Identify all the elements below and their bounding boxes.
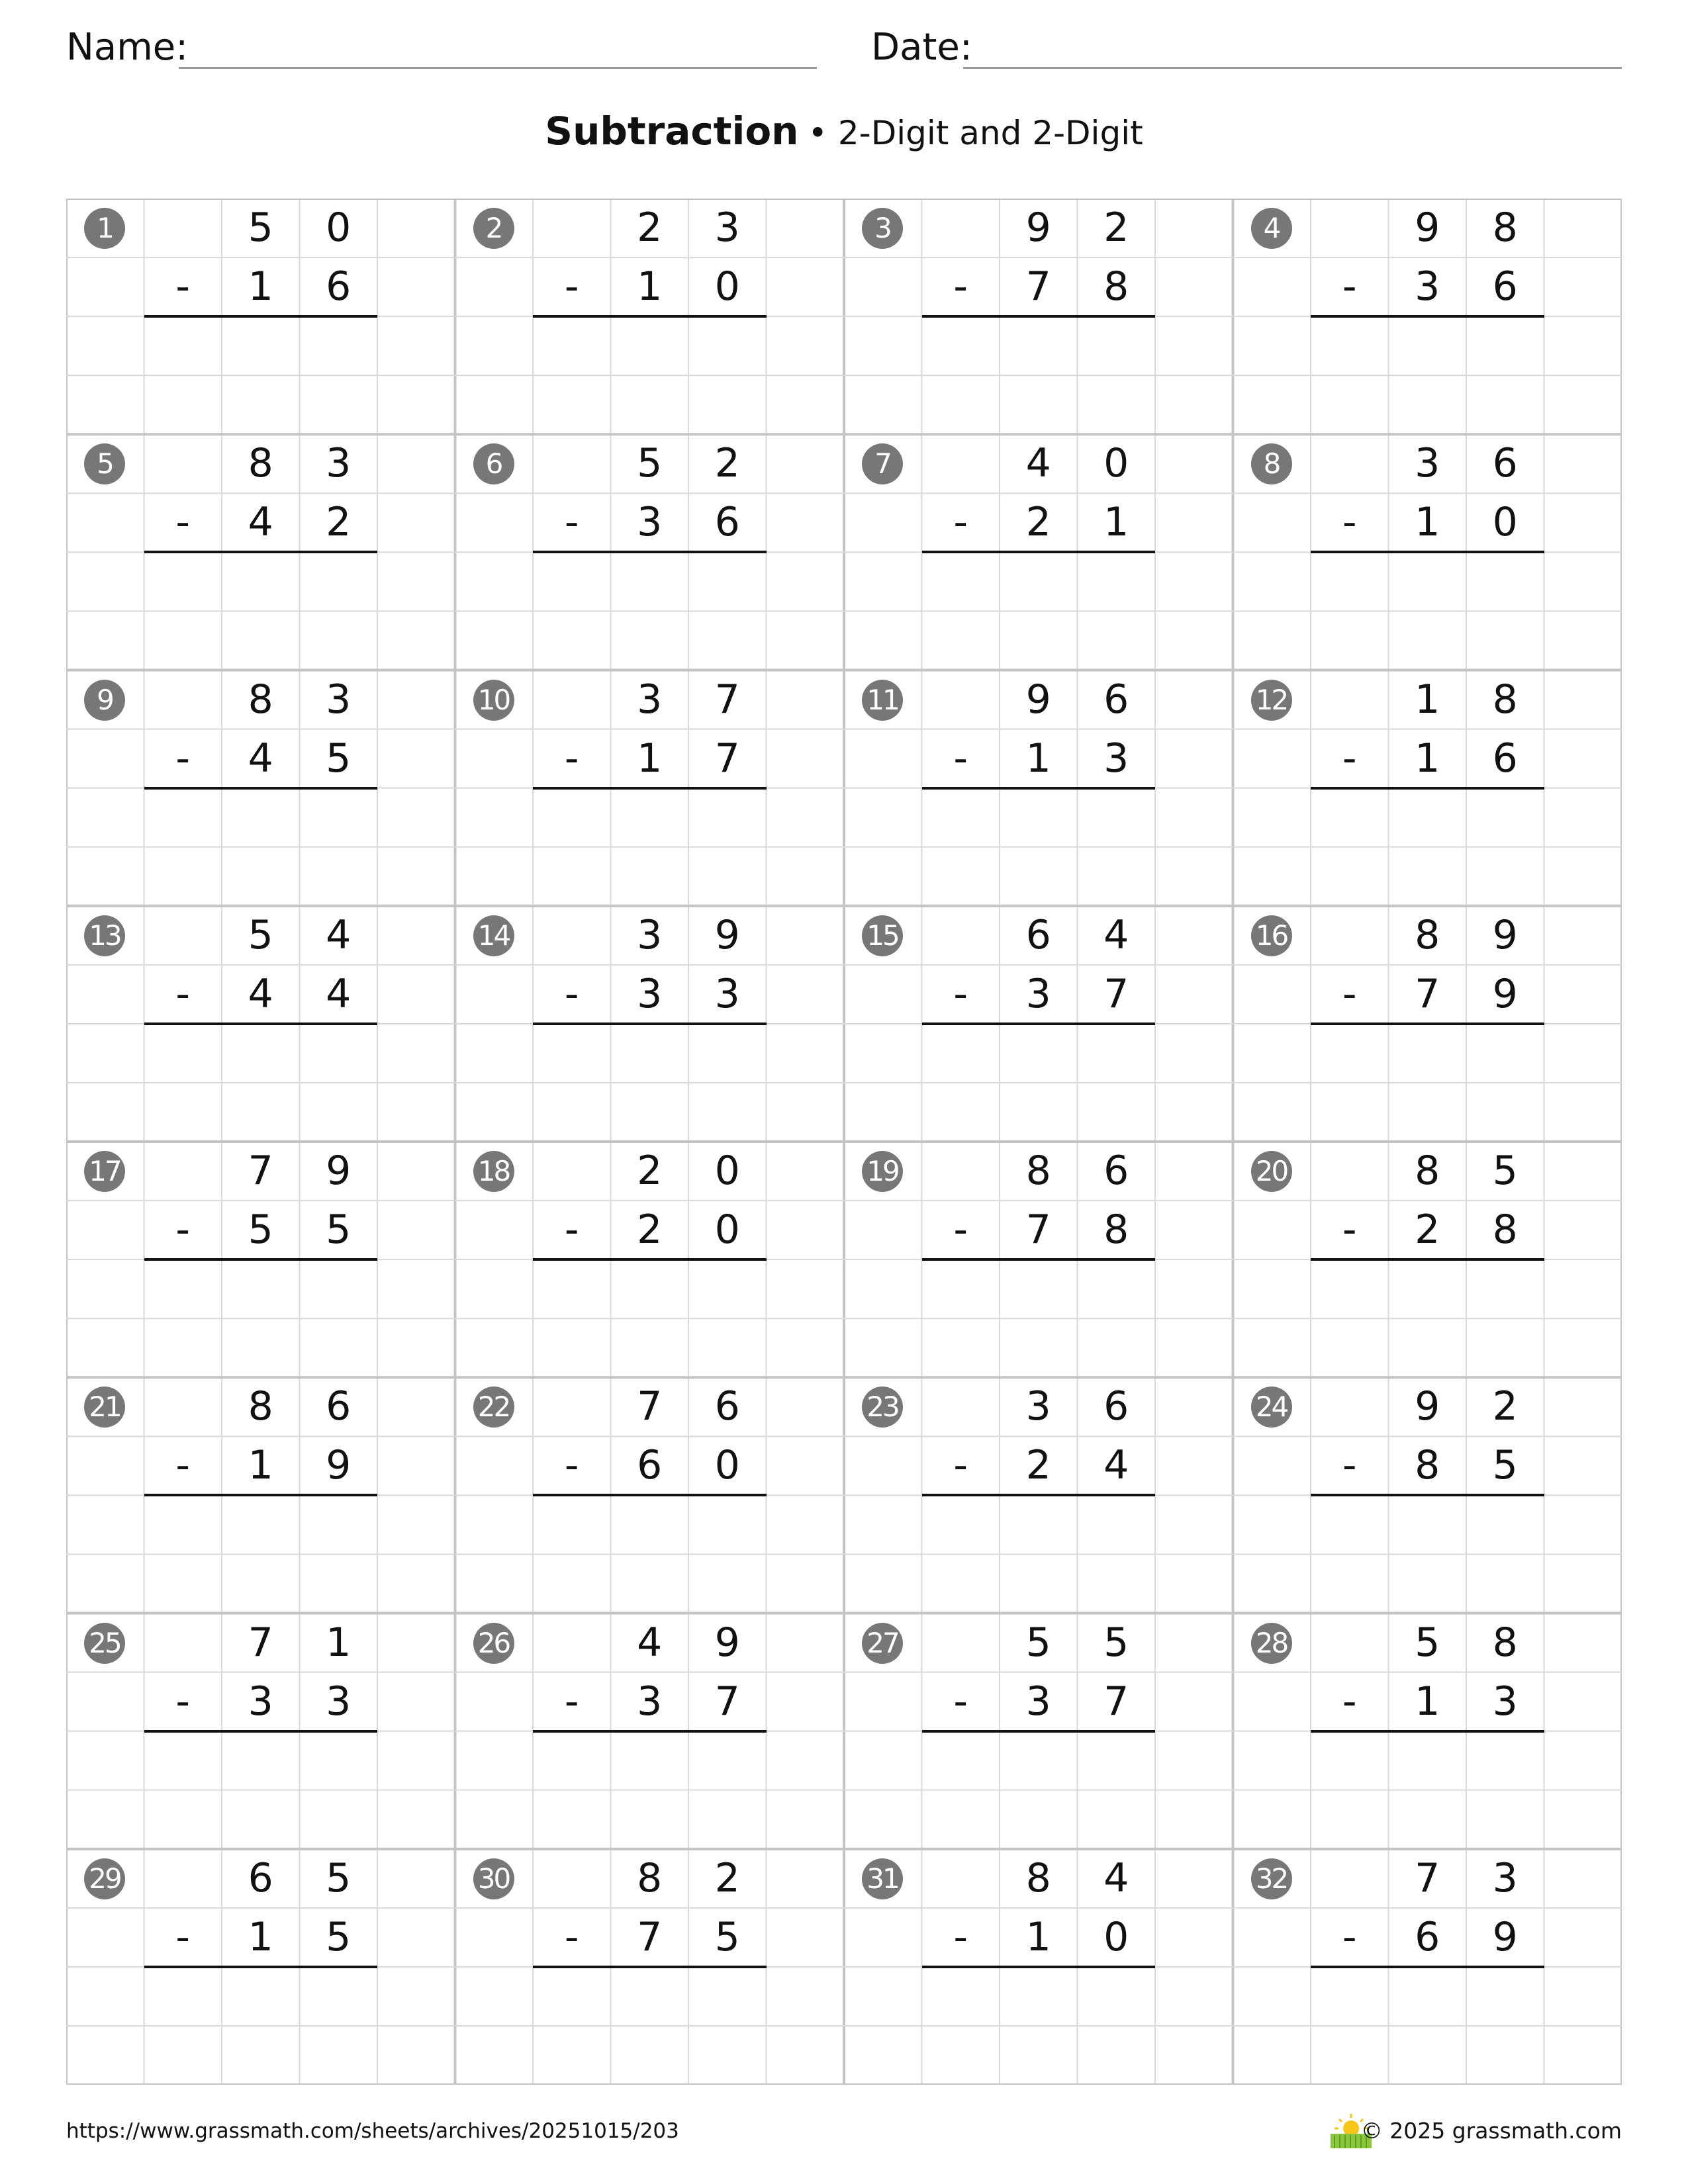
problem-number-badge: 12 bbox=[1251, 680, 1292, 721]
problem-28 bbox=[1233, 1614, 1622, 1849]
answer-line bbox=[1311, 1023, 1544, 1025]
subtrahend-ones-digit: 0 bbox=[1492, 499, 1518, 546]
minuend-tens-digit: 5 bbox=[1025, 1619, 1051, 1666]
problem-11 bbox=[844, 670, 1233, 906]
minus-sign: - bbox=[564, 970, 579, 1017]
minuend-tens-digit: 4 bbox=[637, 1619, 663, 1666]
minus-sign: - bbox=[953, 1442, 968, 1489]
minus-sign: - bbox=[953, 735, 968, 782]
minuend-ones-digit: 5 bbox=[1492, 1148, 1518, 1194]
problem-number-badge: 32 bbox=[1251, 1858, 1292, 1899]
minuend-tens-digit: 8 bbox=[248, 440, 273, 487]
problem-number-badge: 20 bbox=[1251, 1151, 1292, 1192]
subtrahend-ones-digit: 8 bbox=[1492, 1206, 1518, 1253]
subtrahend-tens-digit: 3 bbox=[1415, 263, 1440, 310]
minus-sign: - bbox=[1342, 970, 1357, 1017]
minus-sign: - bbox=[1342, 1442, 1357, 1489]
minuend-tens-digit: 9 bbox=[1025, 676, 1051, 723]
answer-line bbox=[144, 1966, 378, 1968]
subtrahend-ones-digit: 7 bbox=[714, 1678, 740, 1725]
problem-27 bbox=[844, 1614, 1233, 1849]
answer-line bbox=[1311, 1730, 1544, 1733]
minuend-ones-digit: 3 bbox=[714, 205, 740, 251]
problem-13 bbox=[66, 906, 455, 1142]
minus-sign: - bbox=[564, 1678, 579, 1725]
answer-line bbox=[144, 315, 378, 318]
problem-17 bbox=[66, 1142, 455, 1377]
minuend-tens-digit: 7 bbox=[637, 1383, 663, 1430]
minuend-ones-digit: 4 bbox=[326, 911, 352, 958]
minuend-ones-digit: 9 bbox=[326, 1148, 352, 1194]
subtrahend-tens-digit: 7 bbox=[1415, 970, 1440, 1017]
subtrahend-tens-digit: 1 bbox=[1415, 735, 1440, 782]
answer-line bbox=[1311, 551, 1544, 553]
subtrahend-tens-digit: 4 bbox=[248, 735, 273, 782]
problem-7 bbox=[844, 434, 1233, 670]
problem-number-badge: 17 bbox=[84, 1151, 125, 1192]
minuend-tens-digit: 2 bbox=[637, 205, 663, 251]
problem-2 bbox=[455, 199, 845, 434]
minus-sign: - bbox=[564, 263, 579, 310]
minuend-ones-digit: 2 bbox=[714, 1854, 740, 1901]
problem-1 bbox=[66, 199, 455, 434]
subtrahend-tens-digit: 1 bbox=[248, 1913, 273, 1960]
problem-number-badge: 26 bbox=[473, 1623, 514, 1664]
subtrahend-tens-digit: 7 bbox=[637, 1913, 663, 1960]
problem-32 bbox=[1233, 1849, 1622, 2085]
subtrahend-ones-digit: 1 bbox=[1103, 499, 1129, 546]
answer-line bbox=[1311, 1966, 1544, 1968]
date-field-line[interactable] bbox=[963, 67, 1622, 69]
subtrahend-ones-digit: 2 bbox=[326, 499, 352, 546]
subtrahend-ones-digit: 0 bbox=[1103, 1913, 1129, 1960]
minuend-tens-digit: 5 bbox=[248, 911, 273, 958]
problem-number-badge: 7 bbox=[862, 443, 903, 484]
subtrahend-ones-digit: 0 bbox=[714, 263, 740, 310]
problem-number-badge: 1 bbox=[84, 208, 125, 249]
minuend-tens-digit: 9 bbox=[1025, 205, 1051, 251]
minus-sign: - bbox=[175, 970, 191, 1017]
subtrahend-ones-digit: 3 bbox=[714, 970, 740, 1017]
subtrahend-ones-digit: 4 bbox=[326, 970, 352, 1017]
minuend-ones-digit: 9 bbox=[714, 911, 740, 958]
problem-number-badge: 30 bbox=[473, 1858, 514, 1899]
minuend-tens-digit: 7 bbox=[248, 1148, 273, 1194]
problem-number-badge: 22 bbox=[473, 1387, 514, 1428]
subtrahend-tens-digit: 3 bbox=[637, 499, 663, 546]
problem-number-badge: 18 bbox=[473, 1151, 514, 1192]
minuend-tens-digit: 6 bbox=[248, 1854, 273, 1901]
problem-12 bbox=[1233, 670, 1622, 906]
answer-line bbox=[922, 787, 1156, 790]
subtrahend-ones-digit: 9 bbox=[1492, 970, 1518, 1017]
minuend-tens-digit: 6 bbox=[1025, 911, 1051, 958]
answer-line bbox=[922, 1494, 1156, 1496]
minuend-tens-digit: 3 bbox=[637, 676, 663, 723]
subtrahend-ones-digit: 7 bbox=[1103, 1678, 1129, 1725]
minuend-ones-digit: 2 bbox=[714, 440, 740, 487]
problem-number-badge: 10 bbox=[473, 680, 514, 721]
subtrahend-tens-digit: 7 bbox=[1025, 1206, 1051, 1253]
minus-sign: - bbox=[175, 499, 191, 546]
minus-sign: - bbox=[1342, 499, 1357, 546]
answer-line bbox=[533, 551, 767, 553]
minuend-ones-digit: 4 bbox=[1103, 1854, 1129, 1901]
subtrahend-ones-digit: 8 bbox=[1103, 1206, 1129, 1253]
subtrahend-tens-digit: 6 bbox=[1415, 1913, 1440, 1960]
answer-line bbox=[533, 787, 767, 790]
minuend-ones-digit: 9 bbox=[1492, 911, 1518, 958]
minuend-ones-digit: 2 bbox=[1492, 1383, 1518, 1430]
answer-line bbox=[1311, 1258, 1544, 1261]
problem-26 bbox=[455, 1614, 845, 1849]
subtrahend-ones-digit: 5 bbox=[714, 1913, 740, 1960]
subtrahend-ones-digit: 5 bbox=[326, 1913, 352, 1960]
minuend-ones-digit: 1 bbox=[326, 1619, 352, 1666]
problem-3 bbox=[844, 199, 1233, 434]
name-label: Name: bbox=[66, 26, 189, 69]
problem-20 bbox=[1233, 1142, 1622, 1377]
answer-line bbox=[144, 551, 378, 553]
problem-number-badge: 11 bbox=[862, 680, 903, 721]
subtrahend-tens-digit: 1 bbox=[248, 1442, 273, 1489]
page-title bbox=[0, 105, 1688, 167]
problem-number-badge: 29 bbox=[84, 1858, 125, 1899]
problem-14 bbox=[455, 906, 845, 1142]
minuend-tens-digit: 3 bbox=[1415, 440, 1440, 487]
minus-sign: - bbox=[564, 1206, 579, 1253]
subtrahend-ones-digit: 5 bbox=[326, 1206, 352, 1253]
minus-sign: - bbox=[175, 1206, 191, 1253]
answer-line bbox=[1311, 315, 1544, 318]
problem-number-badge: 8 bbox=[1251, 443, 1292, 484]
date-label: Date: bbox=[871, 26, 972, 69]
minuend-ones-digit: 6 bbox=[1103, 1148, 1129, 1194]
minus-sign: - bbox=[1342, 1678, 1357, 1725]
minuend-ones-digit: 6 bbox=[326, 1383, 352, 1430]
subtrahend-tens-digit: 6 bbox=[637, 1442, 663, 1489]
minus-sign: - bbox=[564, 735, 579, 782]
subtrahend-tens-digit: 7 bbox=[1025, 263, 1051, 310]
problem-number-badge: 19 bbox=[862, 1151, 903, 1192]
minuend-tens-digit: 7 bbox=[248, 1619, 273, 1666]
title-sub: • 2-Digit and 2-Digit bbox=[808, 114, 1143, 152]
minuend-tens-digit: 8 bbox=[1415, 1148, 1440, 1194]
problem-number-badge: 13 bbox=[84, 915, 125, 956]
answer-line bbox=[922, 1023, 1156, 1025]
problem-25 bbox=[66, 1614, 455, 1849]
minus-sign: - bbox=[1342, 263, 1357, 310]
minuend-ones-digit: 6 bbox=[714, 1383, 740, 1430]
problem-29 bbox=[66, 1849, 455, 2085]
minuend-tens-digit: 3 bbox=[637, 911, 663, 958]
problem-31 bbox=[844, 1849, 1233, 2085]
minus-sign: - bbox=[175, 263, 191, 310]
problem-30 bbox=[455, 1849, 845, 2085]
problem-number-badge: 16 bbox=[1251, 915, 1292, 956]
minuend-tens-digit: 8 bbox=[1025, 1854, 1051, 1901]
minuend-ones-digit: 3 bbox=[1492, 1854, 1518, 1901]
problem-number-badge: 4 bbox=[1251, 208, 1292, 249]
minuend-ones-digit: 6 bbox=[1492, 440, 1518, 487]
answer-line bbox=[533, 1494, 767, 1496]
subtrahend-ones-digit: 6 bbox=[714, 499, 740, 546]
subtrahend-tens-digit: 1 bbox=[637, 263, 663, 310]
minuend-ones-digit: 7 bbox=[714, 676, 740, 723]
subtrahend-ones-digit: 6 bbox=[1492, 735, 1518, 782]
minuend-tens-digit: 8 bbox=[637, 1854, 663, 1901]
minuend-ones-digit: 0 bbox=[326, 205, 352, 251]
minuend-ones-digit: 2 bbox=[1103, 205, 1129, 251]
problem-6 bbox=[455, 434, 845, 670]
answer-line bbox=[144, 1730, 378, 1733]
subtrahend-ones-digit: 3 bbox=[1492, 1678, 1518, 1725]
problem-number-badge: 3 bbox=[862, 208, 903, 249]
minus-sign: - bbox=[1342, 1913, 1357, 1960]
minuend-ones-digit: 8 bbox=[1492, 676, 1518, 723]
problem-4 bbox=[1233, 199, 1622, 434]
subtrahend-tens-digit: 8 bbox=[1415, 1442, 1440, 1489]
answer-line bbox=[533, 315, 767, 318]
problem-number-badge: 31 bbox=[862, 1858, 903, 1899]
problem-10 bbox=[455, 670, 845, 906]
minuend-tens-digit: 4 bbox=[1025, 440, 1051, 487]
problem-number-badge: 5 bbox=[84, 443, 125, 484]
answer-line bbox=[144, 1258, 378, 1261]
subtrahend-tens-digit: 1 bbox=[1025, 1913, 1051, 1960]
answer-line bbox=[922, 1966, 1156, 1968]
subtrahend-tens-digit: 3 bbox=[248, 1678, 273, 1725]
minus-sign: - bbox=[564, 1913, 579, 1960]
minus-sign: - bbox=[953, 1206, 968, 1253]
minuend-tens-digit: 5 bbox=[1415, 1619, 1440, 1666]
problem-number-badge: 15 bbox=[862, 915, 903, 956]
minuend-tens-digit: 1 bbox=[1415, 676, 1440, 723]
problem-8 bbox=[1233, 434, 1622, 670]
subtrahend-tens-digit: 2 bbox=[1025, 1442, 1051, 1489]
subtrahend-tens-digit: 5 bbox=[248, 1206, 273, 1253]
minus-sign: - bbox=[175, 735, 191, 782]
minuend-ones-digit: 0 bbox=[714, 1148, 740, 1194]
minuend-ones-digit: 8 bbox=[1492, 205, 1518, 251]
minuend-ones-digit: 3 bbox=[326, 440, 352, 487]
problem-15 bbox=[844, 906, 1233, 1142]
subtrahend-tens-digit: 4 bbox=[248, 499, 273, 546]
problem-9 bbox=[66, 670, 455, 906]
minus-sign: - bbox=[953, 1678, 968, 1725]
subtrahend-ones-digit: 9 bbox=[326, 1442, 352, 1489]
answer-line bbox=[922, 1730, 1156, 1733]
subtrahend-ones-digit: 0 bbox=[714, 1206, 740, 1253]
minuend-tens-digit: 9 bbox=[1415, 205, 1440, 251]
subtrahend-ones-digit: 7 bbox=[1103, 970, 1129, 1017]
subtrahend-tens-digit: 1 bbox=[1025, 735, 1051, 782]
name-field-line[interactable] bbox=[179, 67, 817, 69]
subtrahend-ones-digit: 4 bbox=[1103, 1442, 1129, 1489]
minus-sign: - bbox=[953, 499, 968, 546]
answer-line bbox=[533, 1023, 767, 1025]
subtrahend-tens-digit: 1 bbox=[1415, 1678, 1440, 1725]
minuend-tens-digit: 8 bbox=[248, 1383, 273, 1430]
minuend-ones-digit: 8 bbox=[1492, 1619, 1518, 1666]
problem-number-badge: 23 bbox=[862, 1387, 903, 1428]
minuend-ones-digit: 9 bbox=[714, 1619, 740, 1666]
answer-line bbox=[533, 1730, 767, 1733]
minus-sign: - bbox=[564, 499, 579, 546]
minus-sign: - bbox=[175, 1442, 191, 1489]
minus-sign: - bbox=[1342, 735, 1357, 782]
footer-copyright: © 2025 grassmath.com bbox=[1360, 2118, 1622, 2144]
answer-line bbox=[1311, 1494, 1544, 1496]
answer-line bbox=[922, 315, 1156, 318]
minuend-ones-digit: 0 bbox=[1103, 440, 1129, 487]
minus-sign: - bbox=[1342, 1206, 1357, 1253]
problem-18 bbox=[455, 1142, 845, 1377]
minuend-ones-digit: 4 bbox=[1103, 911, 1129, 958]
minuend-tens-digit: 5 bbox=[637, 440, 663, 487]
subtrahend-tens-digit: 2 bbox=[1025, 499, 1051, 546]
minus-sign: - bbox=[953, 263, 968, 310]
problem-16 bbox=[1233, 906, 1622, 1142]
problems-grid bbox=[66, 199, 1622, 2085]
minuend-tens-digit: 8 bbox=[1025, 1148, 1051, 1194]
subtrahend-ones-digit: 5 bbox=[1492, 1442, 1518, 1489]
subtrahend-tens-digit: 3 bbox=[1025, 970, 1051, 1017]
minus-sign: - bbox=[953, 1913, 968, 1960]
problem-number-badge: 24 bbox=[1251, 1387, 1292, 1428]
subtrahend-ones-digit: 6 bbox=[326, 263, 352, 310]
answer-line bbox=[533, 1258, 767, 1261]
subtrahend-tens-digit: 4 bbox=[248, 970, 273, 1017]
minuend-tens-digit: 8 bbox=[248, 676, 273, 723]
minuend-tens-digit: 8 bbox=[1415, 911, 1440, 958]
subtrahend-tens-digit: 3 bbox=[637, 1678, 663, 1725]
answer-line bbox=[1311, 787, 1544, 790]
footer-url[interactable]: https://www.grassmath.com/sheets/archives/20251015/203 bbox=[66, 2119, 679, 2143]
problem-number-badge: 2 bbox=[473, 208, 514, 249]
answer-line bbox=[144, 1023, 378, 1025]
subtrahend-ones-digit: 3 bbox=[326, 1678, 352, 1725]
answer-line bbox=[144, 787, 378, 790]
subtrahend-ones-digit: 7 bbox=[714, 735, 740, 782]
minuend-ones-digit: 5 bbox=[1103, 1619, 1129, 1666]
minus-sign: - bbox=[175, 1913, 191, 1960]
subtrahend-ones-digit: 5 bbox=[326, 735, 352, 782]
problem-number-badge: 14 bbox=[473, 915, 514, 956]
subtrahend-ones-digit: 0 bbox=[714, 1442, 740, 1489]
subtrahend-tens-digit: 2 bbox=[637, 1206, 663, 1253]
subtrahend-tens-digit: 1 bbox=[1415, 499, 1440, 546]
answer-line bbox=[922, 1258, 1156, 1261]
subtrahend-ones-digit: 3 bbox=[1103, 735, 1129, 782]
problem-21 bbox=[66, 1377, 455, 1613]
subtrahend-tens-digit: 3 bbox=[637, 970, 663, 1017]
minuend-tens-digit: 7 bbox=[1415, 1854, 1440, 1901]
minuend-tens-digit: 9 bbox=[1415, 1383, 1440, 1430]
title-main: Subtraction bbox=[545, 109, 799, 154]
subtrahend-tens-digit: 3 bbox=[1025, 1678, 1051, 1725]
problem-number-badge: 9 bbox=[84, 680, 125, 721]
minus-sign: - bbox=[564, 1442, 579, 1489]
problem-number-badge: 25 bbox=[84, 1623, 125, 1664]
subtrahend-tens-digit: 2 bbox=[1415, 1206, 1440, 1253]
subtrahend-ones-digit: 6 bbox=[1492, 263, 1518, 310]
problem-5 bbox=[66, 434, 455, 670]
minuend-ones-digit: 3 bbox=[326, 676, 352, 723]
subtrahend-ones-digit: 9 bbox=[1492, 1913, 1518, 1960]
minuend-ones-digit: 6 bbox=[1103, 676, 1129, 723]
problem-23 bbox=[844, 1377, 1233, 1613]
minus-sign: - bbox=[953, 970, 968, 1017]
subtrahend-tens-digit: 1 bbox=[248, 263, 273, 310]
problem-number-badge: 6 bbox=[473, 443, 514, 484]
problem-number-badge: 28 bbox=[1251, 1623, 1292, 1664]
subtrahend-ones-digit: 8 bbox=[1103, 263, 1129, 310]
problem-number-badge: 27 bbox=[862, 1623, 903, 1664]
answer-line bbox=[922, 551, 1156, 553]
problem-19 bbox=[844, 1142, 1233, 1377]
minuend-ones-digit: 5 bbox=[326, 1854, 352, 1901]
minuend-tens-digit: 5 bbox=[248, 205, 273, 251]
minuend-ones-digit: 6 bbox=[1103, 1383, 1129, 1430]
answer-line bbox=[144, 1494, 378, 1496]
minuend-tens-digit: 3 bbox=[1025, 1383, 1051, 1430]
answer-line bbox=[533, 1966, 767, 1968]
problem-22 bbox=[455, 1377, 845, 1613]
problem-number-badge: 21 bbox=[84, 1387, 125, 1428]
problem-24 bbox=[1233, 1377, 1622, 1613]
minuend-tens-digit: 2 bbox=[637, 1148, 663, 1194]
minus-sign: - bbox=[175, 1678, 191, 1725]
subtrahend-tens-digit: 1 bbox=[637, 735, 663, 782]
